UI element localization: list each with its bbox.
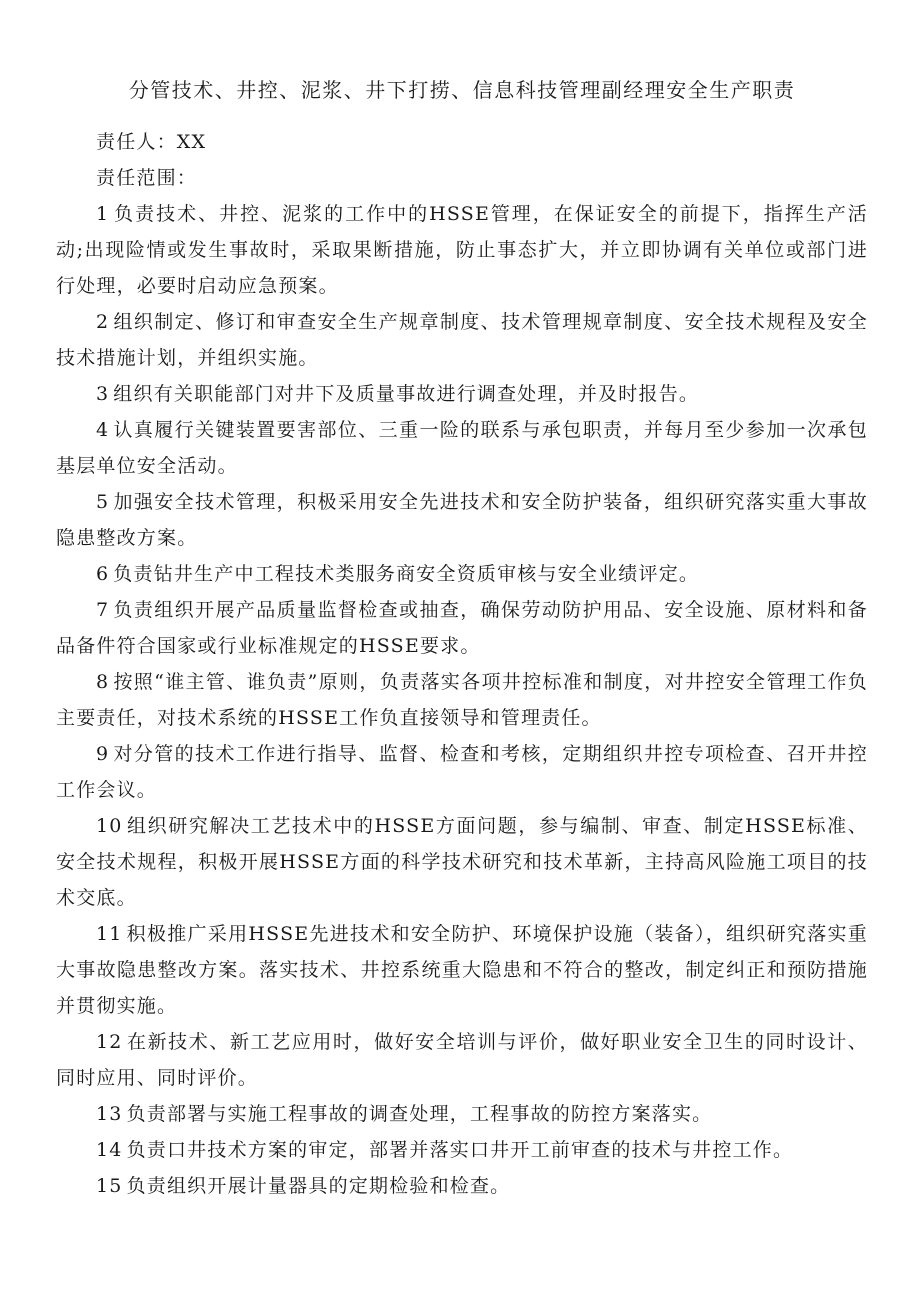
clause-number: 11 bbox=[96, 923, 123, 945]
clause-number: 2 bbox=[96, 311, 110, 333]
clause-text: 在新技术、新工艺应用时，做好安全培训与评价，做好职业安全卫生的同时设计、同时应用、同时评价。 bbox=[56, 1031, 868, 1089]
clause-number: 8 bbox=[96, 671, 110, 693]
clause-item bbox=[56, 556, 868, 592]
clause-item bbox=[56, 592, 868, 664]
clause-text: 负责钻井生产中工程技术类服务商安全资质审核与安全业绩评定。 bbox=[113, 563, 700, 585]
scope-heading: 责任范围： bbox=[96, 167, 198, 189]
clause-text: 负责技术、井控、泥浆的工作中的HSSE管理，在保证安全的前提下，指挥生产活动;出现险情或发生事故时，采取果断措施，防止事态扩大，并立即协调有关单位或部门进行处理，必要时启动应急预案。 bbox=[56, 203, 868, 297]
clause-number: 6 bbox=[96, 563, 110, 585]
clause-number: 7 bbox=[96, 599, 110, 621]
document-title: 分管技术、井控、泥浆、井下打捞、信息科技管理副经理安全生产职责 bbox=[128, 78, 796, 102]
clause-number: 1 bbox=[96, 203, 110, 225]
clause-text: 加强安全技术管理，积极采用安全先进技术和安全防护装备，组织研究落实重大事故隐患整改方案。 bbox=[56, 491, 868, 549]
clause-item bbox=[56, 1132, 868, 1168]
clause-text: 认真履行关键装置要害部位、三重一险的联系与承包职责，并每月至少参加一次承包基层单位安全活动。 bbox=[56, 419, 868, 477]
clause-text: 负责组织开展计量器具的定期检验和检查。 bbox=[126, 1175, 511, 1197]
clause-item bbox=[56, 484, 868, 556]
clause-number: 9 bbox=[96, 743, 110, 765]
responsible-person: 责任人：XX bbox=[96, 131, 207, 153]
clause-number: 14 bbox=[96, 1139, 123, 1161]
clause-number: 13 bbox=[96, 1103, 123, 1125]
clause-text: 组织有关职能部门对井下及质量事故进行调查处理，并及时报告。 bbox=[113, 383, 700, 405]
clause-item bbox=[56, 412, 868, 484]
clause-number: 12 bbox=[96, 1031, 123, 1053]
clause-item bbox=[56, 916, 868, 1024]
clause-text: 积极推广采用HSSE先进技术和安全防护、环境保护设施（装备），组织研究落实重大事故隐患整改方案。落实技术、井控系统重大隐患和不符合的整改，制定纠正和预防措施并贯彻实施。 bbox=[56, 923, 868, 1017]
clause-item bbox=[56, 304, 868, 376]
clause-item bbox=[56, 664, 868, 736]
clause-item bbox=[56, 736, 868, 808]
clause-number: 3 bbox=[96, 383, 110, 405]
clause-item bbox=[56, 376, 868, 412]
clause-item bbox=[56, 1096, 868, 1132]
clause-text: 负责部署与实施工程事故的调查处理，工程事故的防控方案落实。 bbox=[126, 1103, 713, 1125]
clause-text: 按照“谁主管、谁负责”原则，负责落实各项井控标准和制度，对井控安全管理工作负主要责任，对技术系统的HSSE工作负直接领导和管理责任。 bbox=[56, 671, 868, 729]
clause-item bbox=[56, 1168, 868, 1204]
clause-item bbox=[56, 808, 868, 916]
clause-text: 对分管的技术工作进行指导、监督、检查和考核，定期组织井控专项检查、召开井控工作会议。 bbox=[56, 743, 868, 801]
clause-text: 组织制定、修订和审查安全生产规章制度、技术管理规章制度、安全技术规程及安全技术措施计划，并组织实施。 bbox=[56, 311, 868, 369]
clause-item bbox=[56, 1024, 868, 1096]
document-page bbox=[56, 70, 868, 1204]
clause-text: 负责组织开展产品质量监督检查或抽查，确保劳动防护用品、安全设施、原材料和备品备件符合国家或行业标准规定的HSSE要求。 bbox=[56, 599, 868, 657]
clause-text: 组织研究解决工艺技术中的HSSE方面问题，参与编制、审查、制定HSSE标准、安全技术规程，积极开展HSSE方面的科学技术研究和技术革新，主持高风险施工项目的技术交底。 bbox=[56, 815, 868, 909]
clause-number: 15 bbox=[96, 1175, 123, 1197]
clause-number: 10 bbox=[96, 815, 123, 837]
clause-text: 负责口井技术方案的审定，部署并落实口井开工前审查的技术与井控工作。 bbox=[126, 1139, 794, 1161]
clause-item bbox=[56, 196, 868, 304]
clause-number: 5 bbox=[96, 491, 110, 513]
clause-number: 4 bbox=[96, 419, 110, 441]
